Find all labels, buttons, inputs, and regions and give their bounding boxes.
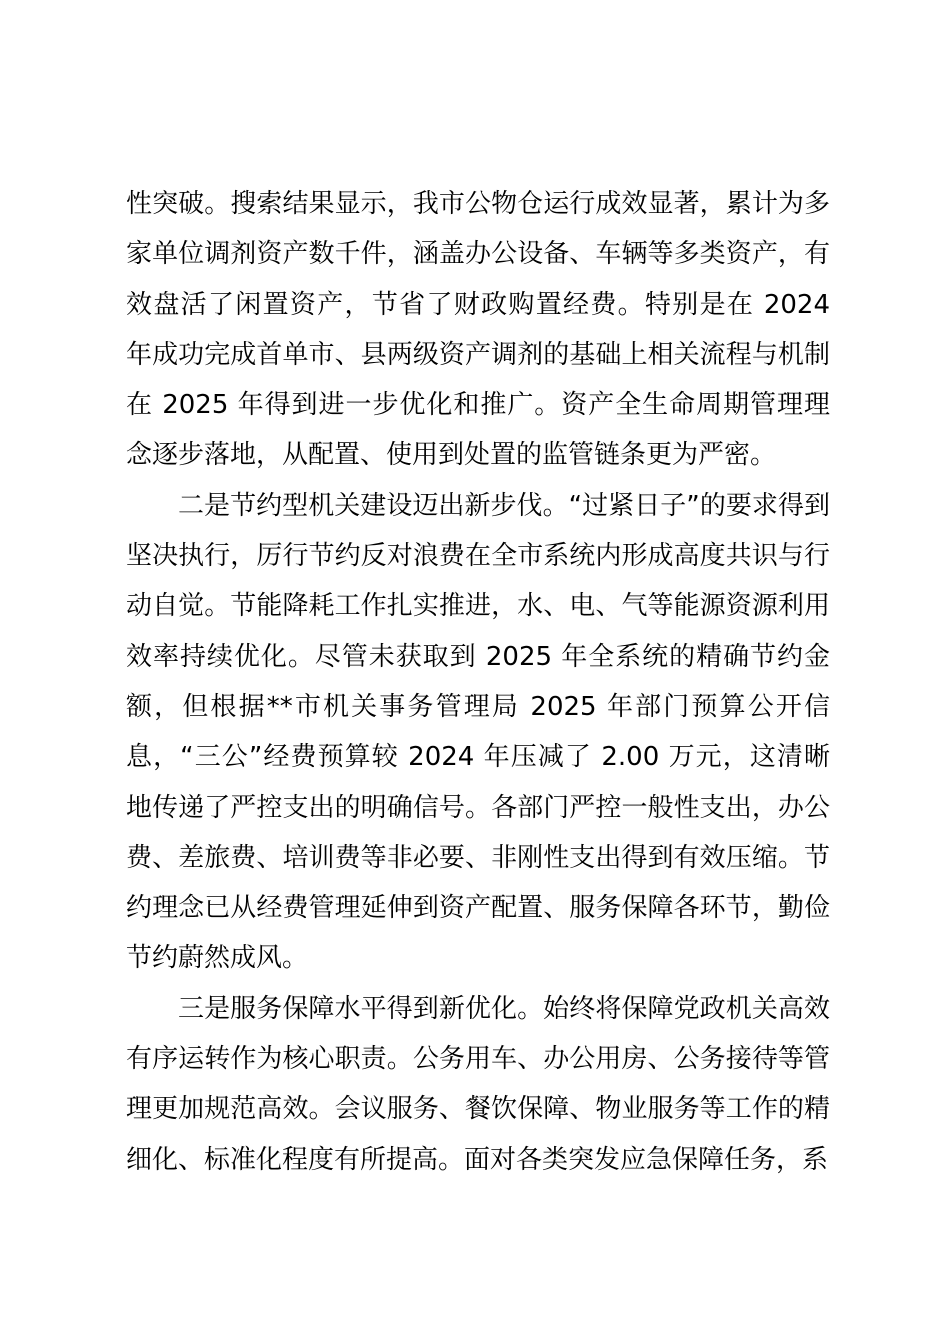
paragraph-point-three: 三是服务保障水平得到新优化。始终将保障党政机关高效有序运转作为核心职责。公务用车、办公用房、公务接待等管理更加规范高效。会议服务、餐饮保障、物业服务等工作的精细化、标准化程度有所提高。面对各类突发应急保障任务，系 — [126, 993, 830, 1175]
paragraph-continued: 性突破。搜索结果显示，我市公物仓运行成效显著，累计为多家单位调剂资产数千件，涵盖办公设备、车辆等多类资产，有效盘活了闲置资产，节省了财政购置经费。特别是在 2024 年成功完成首单市、县两级资产调剂的基础上相关流程与机制在 2025 年得到进一步优化和推广。资产全生命周期管理理念逐步落地，从配置、使用到处置的监管链条更为严密。 — [126, 189, 830, 471]
paragraph-point-two: 二是节约型机关建设迈出新步伐。“过紧日子”的要求得到坚决执行，厉行节约反对浪费在全市系统内形成高度共识与行动自觉。节能降耗工作扎实推进，水、电、气等能源资源利用效率持续优化。尽管未获取到 2025 年全系统的精确节约金额，但根据**市机关事务管理局 2025 年部门预算公开信息，“三公”经费预算较 2024 年压减了 2.00 万元，这清晰地传递了严控支出的明确信号。各部门严控一般性支出，办公费、差旅费、培训费等非必要、非刚性支出得到有效压缩。节约理念已从经费管理延伸到资产配置、服务保障各环节，勤俭节约蔚然成风。 — [126, 490, 830, 974]
